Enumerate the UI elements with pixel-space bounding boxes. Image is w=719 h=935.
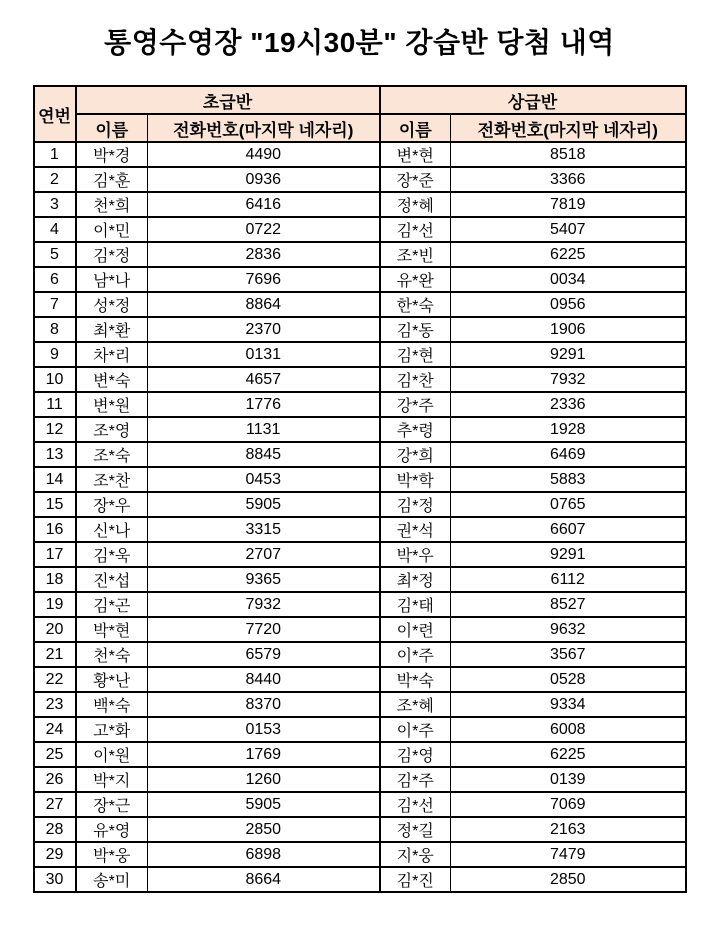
beginner-name-cell: 조*숙 bbox=[76, 442, 148, 467]
table-row bbox=[34, 692, 686, 717]
table-row bbox=[34, 767, 686, 792]
advanced-phone-cell: 7932 bbox=[451, 367, 686, 392]
advanced-phone-cell: 6112 bbox=[451, 567, 686, 592]
advanced-name-cell: 유*완 bbox=[380, 267, 451, 292]
advanced-phone-cell: 6225 bbox=[451, 742, 686, 767]
advanced-phone-cell: 5407 bbox=[451, 217, 686, 242]
beginner-phone-cell: 6416 bbox=[148, 192, 380, 217]
table-row bbox=[34, 842, 686, 867]
beginner-phone-cell: 1260 bbox=[148, 767, 380, 792]
advanced-name-cell: 강*주 bbox=[380, 392, 451, 417]
beginner-name-cell: 김*훈 bbox=[76, 167, 148, 192]
beginner-phone-cell: 1776 bbox=[148, 392, 380, 417]
beginner-name-cell: 박*경 bbox=[76, 142, 148, 167]
beginner-phone-cell: 8864 bbox=[148, 292, 380, 317]
advanced-name-cell: 박*우 bbox=[380, 542, 451, 567]
beginner-phone-cell: 8845 bbox=[148, 442, 380, 467]
table-row bbox=[34, 242, 686, 267]
table-row bbox=[34, 167, 686, 192]
beginner-name-cell: 장*우 bbox=[76, 492, 148, 517]
table-row bbox=[34, 342, 686, 367]
beginner-name-cell: 박*웅 bbox=[76, 842, 148, 867]
beginner-name-cell: 변*숙 bbox=[76, 367, 148, 392]
page-title: 통영수영장 "19시30분" 강습반 당첨 내역 bbox=[104, 27, 615, 58]
table-row bbox=[34, 142, 686, 167]
row-number-cell: 26 bbox=[34, 767, 76, 792]
advanced-name-cell: 김*태 bbox=[380, 592, 451, 617]
beginner-name-cell: 백*숙 bbox=[76, 692, 148, 717]
row-number-cell: 19 bbox=[34, 592, 76, 617]
beginner-phone-cell: 2836 bbox=[148, 242, 380, 267]
row-number-cell: 10 bbox=[34, 367, 76, 392]
beginner-name-cell: 남*나 bbox=[76, 267, 148, 292]
advanced-phone-cell: 6225 bbox=[451, 242, 686, 267]
header-row-groups bbox=[34, 86, 686, 114]
beginner-name-cell: 최*환 bbox=[76, 317, 148, 342]
advanced-name-cell: 조*빈 bbox=[380, 242, 451, 267]
table-row bbox=[34, 617, 686, 642]
advanced-name-cell: 김*동 bbox=[380, 317, 451, 342]
beginner-phone-cell: 1769 bbox=[148, 742, 380, 767]
beginner-phone-cell: 7696 bbox=[148, 267, 380, 292]
row-number-cell: 4 bbox=[34, 217, 76, 242]
advanced-name-cell: 한*숙 bbox=[380, 292, 451, 317]
advanced-phone-cell: 9632 bbox=[451, 617, 686, 642]
table-header bbox=[34, 86, 686, 142]
advanced-name-cell: 김*선 bbox=[380, 792, 451, 817]
table-row bbox=[34, 442, 686, 467]
beginner-phone-cell: 4657 bbox=[148, 367, 380, 392]
advanced-name-cell: 김*정 bbox=[380, 492, 451, 517]
advanced-name-cell: 추*령 bbox=[380, 417, 451, 442]
beginner-phone-cell: 6579 bbox=[148, 642, 380, 667]
advanced-phone-cell: 3366 bbox=[451, 167, 686, 192]
advanced-phone-cell: 5883 bbox=[451, 467, 686, 492]
beginner-phone-cell: 0936 bbox=[148, 167, 380, 192]
table-row bbox=[34, 492, 686, 517]
beginner-phone-cell: 2370 bbox=[148, 317, 380, 342]
advanced-phone-cell: 0034 bbox=[451, 267, 686, 292]
advanced-phone-cell: 2163 bbox=[451, 817, 686, 842]
row-number-cell: 7 bbox=[34, 292, 76, 317]
table-row bbox=[34, 792, 686, 817]
beginner-name-cell: 신*나 bbox=[76, 517, 148, 542]
beginner-phone-cell: 0131 bbox=[148, 342, 380, 367]
row-number-cell: 2 bbox=[34, 167, 76, 192]
col-header-beginner-phone: 전화번호(마지막 네자리) bbox=[148, 114, 380, 142]
advanced-phone-cell: 6607 bbox=[451, 517, 686, 542]
advanced-phone-cell: 9334 bbox=[451, 692, 686, 717]
beginner-name-cell: 김*욱 bbox=[76, 542, 148, 567]
beginner-name-cell: 성*정 bbox=[76, 292, 148, 317]
advanced-name-cell: 박*숙 bbox=[380, 667, 451, 692]
advanced-phone-cell: 0956 bbox=[451, 292, 686, 317]
header-row-sub bbox=[34, 114, 686, 142]
beginner-phone-cell: 5905 bbox=[148, 492, 380, 517]
row-number-cell: 14 bbox=[34, 467, 76, 492]
advanced-phone-cell: 2336 bbox=[451, 392, 686, 417]
table-row bbox=[34, 592, 686, 617]
advanced-phone-cell: 8527 bbox=[451, 592, 686, 617]
row-number-cell: 12 bbox=[34, 417, 76, 442]
beginner-phone-cell: 8664 bbox=[148, 867, 380, 892]
advanced-phone-cell: 2850 bbox=[451, 867, 686, 892]
beginner-phone-cell: 6898 bbox=[148, 842, 380, 867]
beginner-name-cell: 유*영 bbox=[76, 817, 148, 842]
advanced-name-cell: 이*련 bbox=[380, 617, 451, 642]
beginner-phone-cell: 0722 bbox=[148, 217, 380, 242]
beginner-name-cell: 조*영 bbox=[76, 417, 148, 442]
beginner-phone-cell: 7720 bbox=[148, 617, 380, 642]
beginner-name-cell: 황*난 bbox=[76, 667, 148, 692]
advanced-name-cell: 장*준 bbox=[380, 167, 451, 192]
table-row bbox=[34, 742, 686, 767]
beginner-name-cell: 진*섭 bbox=[76, 567, 148, 592]
advanced-name-cell: 변*현 bbox=[380, 142, 451, 167]
beginner-name-cell: 변*원 bbox=[76, 392, 148, 417]
beginner-name-cell: 박*현 bbox=[76, 617, 148, 642]
beginner-name-cell: 고*화 bbox=[76, 717, 148, 742]
row-number-cell: 20 bbox=[34, 617, 76, 642]
row-number-cell: 8 bbox=[34, 317, 76, 342]
table-row bbox=[34, 367, 686, 392]
row-number-cell: 17 bbox=[34, 542, 76, 567]
beginner-phone-cell: 8440 bbox=[148, 667, 380, 692]
beginner-name-cell: 차*리 bbox=[76, 342, 148, 367]
advanced-name-cell: 김*주 bbox=[380, 767, 451, 792]
beginner-name-cell: 송*미 bbox=[76, 867, 148, 892]
beginner-phone-cell: 0453 bbox=[148, 467, 380, 492]
advanced-name-cell: 정*혜 bbox=[380, 192, 451, 217]
row-number-cell: 23 bbox=[34, 692, 76, 717]
row-number-cell: 21 bbox=[34, 642, 76, 667]
advanced-name-cell: 권*석 bbox=[380, 517, 451, 542]
table-row bbox=[34, 867, 686, 892]
table-row bbox=[34, 267, 686, 292]
row-number-cell: 25 bbox=[34, 742, 76, 767]
beginner-name-cell: 이*원 bbox=[76, 742, 148, 767]
row-number-cell: 6 bbox=[34, 267, 76, 292]
row-number-cell: 29 bbox=[34, 842, 76, 867]
advanced-name-cell: 박*학 bbox=[380, 467, 451, 492]
col-group-advanced: 상급반 bbox=[380, 86, 686, 114]
beginner-name-cell: 천*숙 bbox=[76, 642, 148, 667]
row-number-cell: 5 bbox=[34, 242, 76, 267]
col-header-no: 연번 bbox=[34, 86, 76, 142]
beginner-phone-cell: 0153 bbox=[148, 717, 380, 742]
advanced-phone-cell: 7819 bbox=[451, 192, 686, 217]
beginner-name-cell: 천*희 bbox=[76, 192, 148, 217]
beginner-name-cell: 김*곤 bbox=[76, 592, 148, 617]
row-number-cell: 22 bbox=[34, 667, 76, 692]
advanced-phone-cell: 1906 bbox=[451, 317, 686, 342]
advanced-name-cell: 강*희 bbox=[380, 442, 451, 467]
table-row bbox=[34, 717, 686, 742]
row-number-cell: 9 bbox=[34, 342, 76, 367]
beginner-phone-cell: 1131 bbox=[148, 417, 380, 442]
advanced-name-cell: 지*웅 bbox=[380, 842, 451, 867]
table-row bbox=[34, 667, 686, 692]
row-number-cell: 15 bbox=[34, 492, 76, 517]
advanced-phone-cell: 8518 bbox=[451, 142, 686, 167]
advanced-name-cell: 최*정 bbox=[380, 567, 451, 592]
col-header-advanced-phone: 전화번호(마지막 네자리) bbox=[451, 114, 686, 142]
beginner-phone-cell: 8370 bbox=[148, 692, 380, 717]
advanced-phone-cell: 6008 bbox=[451, 717, 686, 742]
advanced-phone-cell: 0139 bbox=[451, 767, 686, 792]
advanced-name-cell: 김*현 bbox=[380, 342, 451, 367]
row-number-cell: 11 bbox=[34, 392, 76, 417]
table-row bbox=[34, 467, 686, 492]
advanced-phone-cell: 1928 bbox=[451, 417, 686, 442]
row-number-cell: 3 bbox=[34, 192, 76, 217]
advanced-phone-cell: 7479 bbox=[451, 842, 686, 867]
beginner-phone-cell: 2707 bbox=[148, 542, 380, 567]
table-row bbox=[34, 642, 686, 667]
winners-table bbox=[33, 85, 687, 893]
advanced-name-cell: 김*진 bbox=[380, 867, 451, 892]
beginner-phone-cell: 4490 bbox=[148, 142, 380, 167]
beginner-name-cell: 이*민 bbox=[76, 217, 148, 242]
advanced-phone-cell: 0528 bbox=[451, 667, 686, 692]
beginner-name-cell: 장*근 bbox=[76, 792, 148, 817]
table-row bbox=[34, 317, 686, 342]
advanced-phone-cell: 9291 bbox=[451, 542, 686, 567]
table-row bbox=[34, 392, 686, 417]
table-row bbox=[34, 192, 686, 217]
table-row bbox=[34, 567, 686, 592]
row-number-cell: 27 bbox=[34, 792, 76, 817]
beginner-phone-cell: 2850 bbox=[148, 817, 380, 842]
row-number-cell: 1 bbox=[34, 142, 76, 167]
beginner-phone-cell: 3315 bbox=[148, 517, 380, 542]
table-row bbox=[34, 817, 686, 842]
row-number-cell: 16 bbox=[34, 517, 76, 542]
advanced-name-cell: 정*길 bbox=[380, 817, 451, 842]
beginner-name-cell: 김*정 bbox=[76, 242, 148, 267]
advanced-name-cell: 김*찬 bbox=[380, 367, 451, 392]
advanced-phone-cell: 3567 bbox=[451, 642, 686, 667]
row-number-cell: 30 bbox=[34, 867, 76, 892]
table-body bbox=[34, 142, 686, 892]
table-row bbox=[34, 542, 686, 567]
advanced-phone-cell: 6469 bbox=[451, 442, 686, 467]
row-number-cell: 28 bbox=[34, 817, 76, 842]
advanced-name-cell: 김*선 bbox=[380, 217, 451, 242]
advanced-name-cell: 이*주 bbox=[380, 717, 451, 742]
advanced-name-cell: 이*주 bbox=[380, 642, 451, 667]
col-header-advanced-name: 이름 bbox=[380, 114, 451, 142]
beginner-name-cell: 박*지 bbox=[76, 767, 148, 792]
col-group-beginner: 초급반 bbox=[76, 86, 380, 114]
advanced-name-cell: 조*혜 bbox=[380, 692, 451, 717]
advanced-phone-cell: 0765 bbox=[451, 492, 686, 517]
table-row bbox=[34, 217, 686, 242]
beginner-phone-cell: 5905 bbox=[148, 792, 380, 817]
col-header-beginner-name: 이름 bbox=[76, 114, 148, 142]
table-row bbox=[34, 292, 686, 317]
table-row bbox=[34, 417, 686, 442]
advanced-name-cell: 김*영 bbox=[380, 742, 451, 767]
beginner-phone-cell: 9365 bbox=[148, 567, 380, 592]
row-number-cell: 13 bbox=[34, 442, 76, 467]
beginner-name-cell: 조*찬 bbox=[76, 467, 148, 492]
table-row bbox=[34, 517, 686, 542]
row-number-cell: 24 bbox=[34, 717, 76, 742]
row-number-cell: 18 bbox=[34, 567, 76, 592]
beginner-phone-cell: 7932 bbox=[148, 592, 380, 617]
advanced-phone-cell: 9291 bbox=[451, 342, 686, 367]
advanced-phone-cell: 7069 bbox=[451, 792, 686, 817]
